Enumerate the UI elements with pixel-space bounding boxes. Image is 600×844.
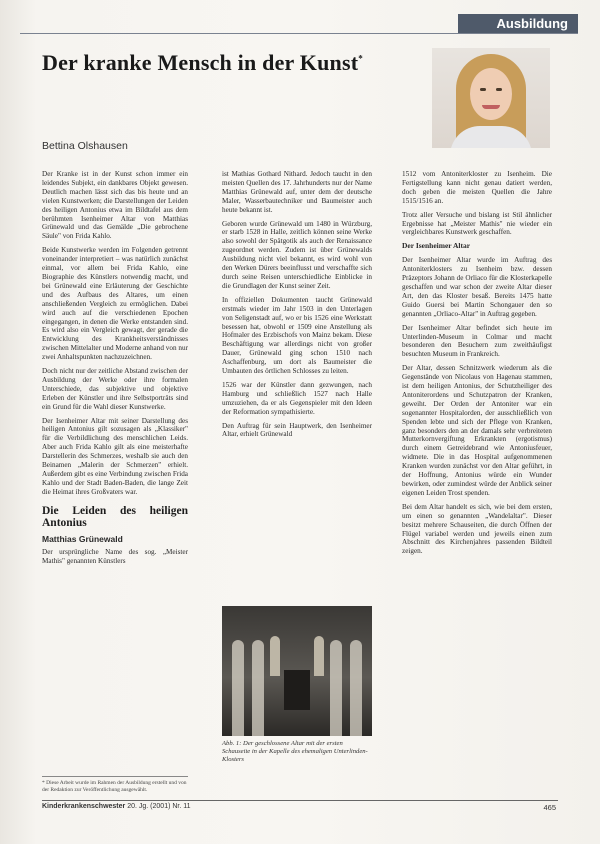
paragraph: Der Kranke ist in der Kunst schon immer ein leidendes Subjekt, ein dankbares Objekt gewesen. Deutlich machen lässt sich das bis heute und an vielen Kunstwerken; die Darstellungen der Leiden des heiligen Antonius etwa im Bildtafel aus dem berühmten Isenheimer Altar von Matthias Grünewald und das Gemälde „Die gebrochene Säule" von Frida Kahlo. xyxy=(42,170,188,241)
footer-rule xyxy=(42,800,558,801)
paragraph: In offiziellen Dokumenten taucht Grünewald erstmals wieder im Jahr 1503 in den Unterlagen von Seligenstadt auf, wo er bis 1526 eine Werkstatt besessen hat, obwohl er 1509 eine Anstellung als Hofmaler des Erzbischofs von Mainz bekam. Diese Beschäftigung war allerdings nicht von großer Dauer, Grünewald ging schon 1510 nach Aschaffenburg, um dort als Baumeister die Umbauten des örtlichen Schlosses zu leiten. xyxy=(222,295,372,376)
section-heading: Der Isenheimer Altar xyxy=(402,241,471,251)
article-title xyxy=(42,50,363,76)
paragraph: ist Mathias Gothard Nithard. Jedoch taucht in den meisten Quellen des 17. Jahrhunderts nur der Name Matthias Grünewald auf, unter dem der deutsche Maler, Wasserbautechniker und Baumeister auch heute bekannt ist. xyxy=(222,170,372,214)
paragraph: Der Altar, dessen Schnitzwerk wiederum als die Gegenstände von Nicolaus von Hagenau stammen, ist dem heiligen Antonius, der Schutzheiliger des Antoniterordens und Schutzpatron der Kranken, geweiht. Der Orden der Antoniter war ein sogenannter Hospitalorden, der ausschließlich von Spenden lebte und sich der Pflege von Kranken, ganz besonders den an der damals sehr verbreiteten Mutterkornvergiftung Erkrankten (ergotismus) durch einem Getreidebrand wie Antoniusfeuer, widmete. Die in das Hospital aufgenommenen Kranken wurden zunächst vor den Altar geführt, in der Hoffnung, Antonius würde ein Wunder bewirken, oder zumindest würde der Anblick seiner eigenen Leiden Trost spenden. xyxy=(402,364,552,497)
title-footnote-mark: * xyxy=(358,53,363,64)
portrait-eye-left xyxy=(480,88,486,91)
paragraph: Der ursprüngliche Name des sog. „Meister Mathis" genannten Künstlers xyxy=(42,547,188,565)
portrait-face xyxy=(470,68,512,120)
paragraph: 1512 vom Antoniterkloster zu Isenheim. Die Fertigstellung kann nicht genau datiert werden, doch geben die meisten Quellen die Jahre 1515/1516 an. xyxy=(402,170,552,205)
portrait-eye-right xyxy=(496,88,502,91)
author-name: Bettina Olshausen xyxy=(42,140,128,152)
section-tag: Ausbildung xyxy=(458,14,578,34)
magazine-name: Kinderkrankenschwester xyxy=(42,803,126,810)
issue-info: 20. Jg. (2001) Nr. 11 xyxy=(127,803,191,810)
column-1 xyxy=(42,170,188,570)
portrait-mouth xyxy=(482,105,500,109)
paragraph: Bei dem Altar handelt es sich, wie bei dem ersten, um einen so genannten „Wandelaltar". Dieser besitzt mehrere Schauseiten, die durch Öffnen der Flügel variabel werden und jeweils einen zum Abschnitt des Kirchenjahres passenden Bildteil zeigen. xyxy=(402,502,552,556)
subsection-heading: Matthias Grünewald xyxy=(42,533,123,544)
section-heading: Die Leiden des heiligen Antonius xyxy=(42,504,188,529)
altar-chapel-photo xyxy=(222,606,372,736)
photo-window xyxy=(270,636,280,676)
paragraph: Der Isenheimer Altar mit seiner Darstellung des heiligen Antonius gilt sozusagen als „Klassiker" für die Verbildlichung des menschlichen Leids. Aber auch Frida Kahlo gilt als eine meisterhafte Darstellerin des Schmerzes, weshalb sie auch den Beinamen „Malerin der Schmerzen" erhielt. Außerdem gibt es eine Verbindung zwischen Frida Kahlo und der Stadt Baden-Baden, die lange Zeit die Heimat ihres Großvaters war. xyxy=(42,416,188,496)
photo-altar xyxy=(284,670,310,710)
paragraph: Beide Kunstwerke werden im Folgenden getrennt voneinander interpretiert – was natürlich zunächst einmal, vor allem bei Frida Kahlo, eine Biographie des Künstlers notwendig macht, und bei Grünewald eine Erläuterung der Geschichte und des Aufbaus des Altares, um einen anschließenden Vergleich zu ermöglichen. Dabei wird auch auf die verschiedenen Epochen eingegangen, in denen die Werke entstanden sind. Es wird also ein Vergleich gewagt, der gerade die Entwicklung des Krankheitsverständnisses zwischen Mittelalter und Moderne anhand von nur zwei Anhaltspunkten nachzuzeichnen. xyxy=(42,246,188,362)
column-2 xyxy=(222,170,372,444)
photo-column xyxy=(330,640,342,736)
paragraph: Der Isenheimer Altar wurde im Auftrag des Antoniterklosters zu Isenheim bzw. dessen Präzeptors Johann de Orliaco für die Klosterkapelle geschaffen und war schon der zweite Altar dieser Art, den das Kloster besaß. Bereits 1475 hatte Guido Guersi bei Martin Schongauer den so genannten „Orliaco-Altar" in Auftrag gegeben. xyxy=(402,256,552,318)
paragraph: Der Isenheimer Altar befindet sich heute im Unterlinden-Museum in Colmar und macht besonderen den Besuchern zum zweithäufigst besuchten Museum in Frankreich. xyxy=(402,323,552,359)
paragraph: Trotz aller Versuche und bislang ist Stil ähnlicher Ergebnisse hat „Meister Mathis" nie wieder ein vergleichbares Kunstwerk geschaffen. xyxy=(402,210,552,237)
photo-window xyxy=(314,636,324,676)
paragraph: Doch nicht nur der zeitliche Abstand zwischen der Ausbildung der Werke oder ihre formalen Unterschiede, das subjektive und objektive Erleben der Künstler und ihre Selbstporträts sind ein Grund für die Wahl dieser Kunstwerke. xyxy=(42,367,188,411)
footnote: * Diese Arbeit wurde im Rahmen der Ausbildung erstellt und von der Redaktion zur Veröffentlichung ausgewählt. xyxy=(42,776,188,793)
photo-column xyxy=(252,640,264,736)
author-portrait xyxy=(432,48,550,148)
paragraph: 1526 war der Künstler dann gezwungen, nach Hamburg und schließlich 1527 nach Halle umzuziehen, da er als Gegenspieler mit den Ideen der Reformation sympathisierte. xyxy=(222,380,372,416)
header-rule xyxy=(20,33,578,34)
footer-source xyxy=(42,803,191,810)
photo-caption: Abb. 1: Der geschlossene Altar mit der ersten Schauseite in der Kapelle des ehemaligen Unterlinden-Klosters xyxy=(222,740,368,763)
photo-column xyxy=(350,640,362,736)
page-number: 465 xyxy=(543,803,556,812)
column-3 xyxy=(402,170,552,561)
paragraph: Geboren wurde Grünewald um 1480 in Würzburg, er starb 1528 in Halle, zeitlich können seine Werke also sowohl der Spätgotik als auch der Renaissance zugeordnet werden. Zudem ist über Grünewalds Ausbildung nicht viel bekannt, es wird wohl von den Werken Dürers beeinflusst und verschaffte sich durch seine Reisen unterschiedliche Einblicke in die Grundlagen der Kunst seiner Zeit. xyxy=(222,219,372,290)
paragraph: Den Auftrag für sein Hauptwerk, den Isenheimer Altar, erhielt Grünewald xyxy=(222,421,372,439)
title-text: Der kranke Mensch in der Kunst xyxy=(42,50,359,75)
photo-column xyxy=(232,640,244,736)
